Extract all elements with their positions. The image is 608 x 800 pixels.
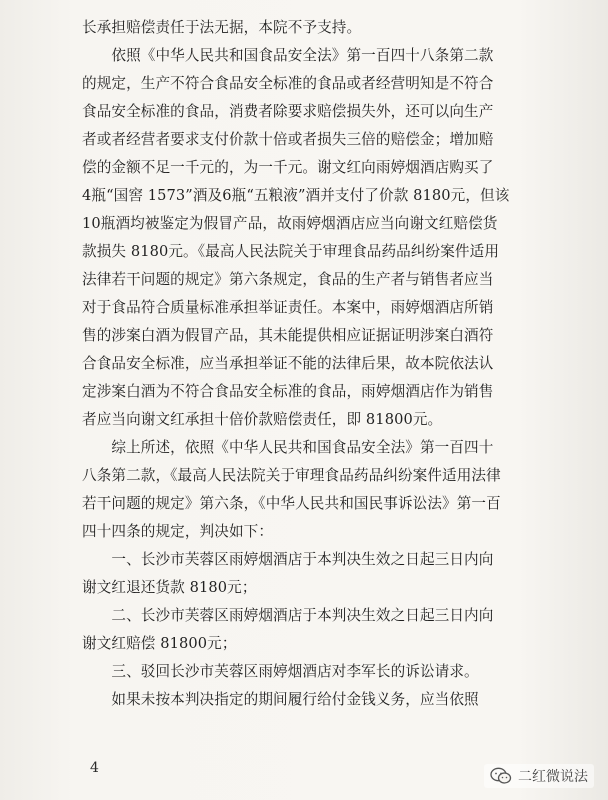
watermark [484,764,594,788]
text-line: 10瓶酒均被鉴定为假冒产品，故雨婷烟酒店应当向谢文红赔偿货 [82,215,498,232]
text-line: 四十四条的规定，判决如下： [82,523,274,540]
watermark-text: 二红微说法 [518,769,588,785]
text-line: 一、长沙市芙蓉区雨婷烟酒店于本判决生效之日起三日内向 [82,551,494,568]
text-line: 款损失 8180元。《最高人民法院关于审理食品药品纠纷案件适用 [82,243,500,260]
text-line: 谢文红退还货款 8180元； [82,579,257,596]
text-line: 食品安全标准的食品，消费者除要求赔偿损失外，还可以向生产 [82,103,494,120]
text-line: 谢文红赔偿 81800元； [82,635,237,652]
text-line: 若干问题的规定》第六条，《中华人民共和国民事诉讼法》第一百 [82,495,501,512]
text-line: 长承担赔偿责任于法无据，本院不予支持。 [82,19,362,36]
text-line: 的规定，生产不符合食品安全标准的食品或者经营明知是不符合 [82,75,494,92]
text-line: 综上所述，依照《中华人民共和国食品安全法》第一百四十 [82,439,494,456]
text-line: 三、驳回长沙市芙蓉区雨婷烟酒店对李军长的诉讼请求。 [82,663,479,680]
text-line: 者或者经营者要求支付价款十倍或者损失三倍的赔偿金；增加赔 [82,131,494,148]
text-line: 八条第二款，《最高人民法院关于审理食品药品纠纷案件适用法律 [82,467,501,484]
text-line: 如果未按本判决指定的期间履行给付金钱义务，应当依照 [82,691,479,708]
wechat-icon [490,767,512,785]
judgment-text [82,14,560,714]
text-line: 售的涉案白酒为假冒产品，其未能提供相应证据证明涉案白酒符 [82,327,494,344]
text-line: 对于食品符合质量标准承担举证责任。本案中，雨婷烟酒店所销 [82,299,494,316]
text-line: 依照《中华人民共和国食品安全法》第一百四十八条第二款 [82,47,494,64]
text-line: 二、长沙市芙蓉区雨婷烟酒店于本判决生效之日起三日内向 [82,607,494,624]
text-line: 定涉案白酒为不符合食品安全标准的食品，雨婷烟酒店作为销售 [82,383,494,400]
text-line: 合食品安全标准，应当承担举证不能的法律后果，故本院依法认 [82,355,494,372]
text-line: 者应当向谢文红承担十倍价款赔偿责任，即 81800元。 [82,411,443,428]
page-number: 4 [90,760,99,776]
text-line: 4瓶“国窖 1573”酒及6瓶“五粮液”酒并支付了价款 8180元，但该 [82,187,510,204]
text-line: 法律若干问题的规定》第六条规定，食品的生产者与销售者应当 [82,271,494,288]
text-line: 偿的金额不足一千元的，为一千元。谢文红向雨婷烟酒店购买了 [82,159,494,176]
